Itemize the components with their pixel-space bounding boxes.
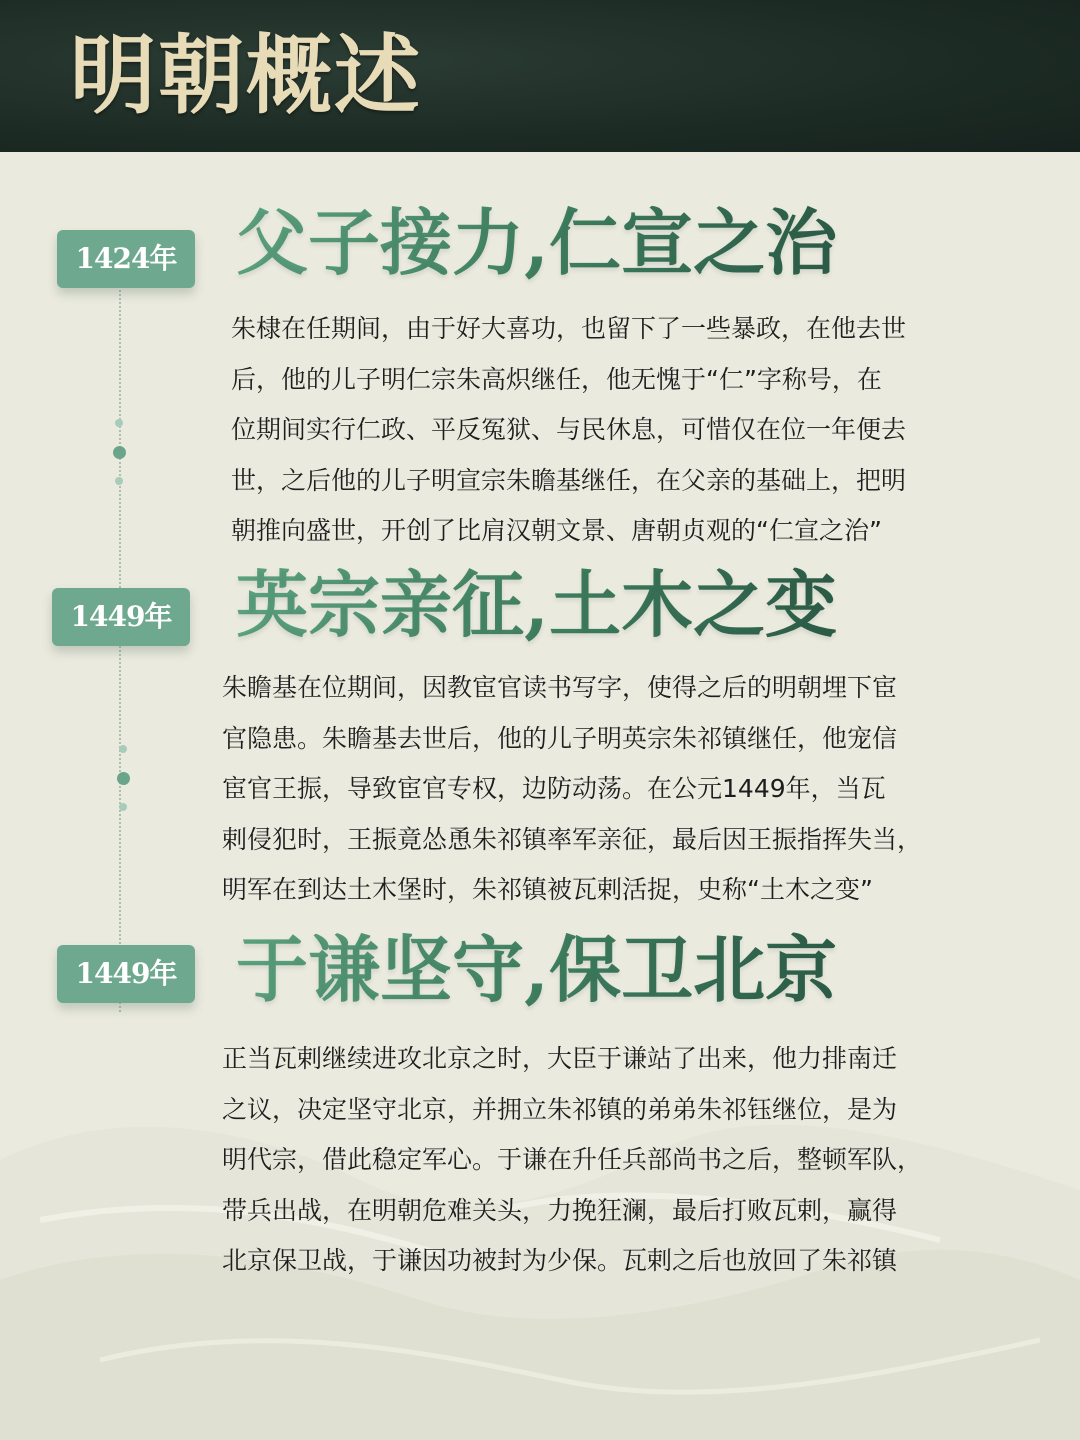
paragraph-line: 北京保卫战，于谦因功被封为少保。瓦剌之后也放回了朱祁镇 [222,1246,898,1275]
paragraph-line: 带兵出战，在明朝危难关头，力挽狂澜，最后打败瓦剌，赢得 [222,1195,898,1225]
page-title: 明朝概述 [70,25,422,126]
header-banner [0,0,1080,152]
timeline-dot [113,446,126,459]
paragraph-line: 之议，决定坚守北京，并拥立朱祁镇的弟弟朱祁钰继位，是为 [222,1094,898,1124]
section-title: 父子接力,仁宣之治 [236,198,837,288]
section-title: 于谦坚守,保卫北京 [236,925,837,1015]
timeline-dot [117,772,130,785]
paragraph-line: 官隐患。朱瞻基去世后，他的儿子明英宗朱祁镇继任，他宠信 [222,723,898,753]
paragraph-line: 朱瞻基在位期间，因教宦官读书写字，使得之后的明朝埋下宦 [222,673,898,702]
section-paragraph [231,304,991,557]
year-badge: 1424年 [57,230,195,288]
timeline-dot [119,803,127,811]
paragraph-line: 宦官王振，导致宦官专权，边防动荡。在公元1449年，当瓦 [222,774,886,803]
timeline-dot [115,419,123,427]
paragraph-line: 明代宗，借此稳定军心。于谦在升任兵部尚书之后，整顿军队， [222,1145,923,1174]
paragraph-line: 剌侵犯时，王振竟怂恿朱祁镇率军亲征，最后因王振指挥失当， [222,824,923,854]
paragraph-line: 明军在到达土木堡时，朱祁镇被瓦剌活捉，史称“土木之变” [222,875,873,904]
year-badge: 1449年 [57,945,195,1003]
paragraph-line: 朱棣在任期间，由于好大喜功，也留下了一些暴政，在他去世 [231,314,907,343]
section-paragraph [222,1034,992,1287]
timeline-dot [115,477,123,485]
paragraph-line: 正当瓦剌继续进攻北京之时，大臣于谦站了出来，他力排南迁 [222,1044,898,1073]
paragraph-line: 后，他的儿子明仁宗朱高炽继任，他无愧于“仁”字称号，在 [231,364,882,394]
year-badge: 1449年 [52,588,190,646]
paragraph-line: 世，之后他的儿子明宣宗朱瞻基继任，在父亲的基础上，把明 [231,465,907,495]
timeline-dot [119,745,127,753]
section-paragraph [222,663,992,916]
paragraph-line: 位期间实行仁政、平反冤狱、与民休息，可惜仅在位一年便去 [231,415,907,444]
section-title: 英宗亲征,土木之变 [236,560,837,650]
paragraph-line: 朝推向盛世，开创了比肩汉朝文景、唐朝贞观的“仁宣之治” [231,516,882,545]
